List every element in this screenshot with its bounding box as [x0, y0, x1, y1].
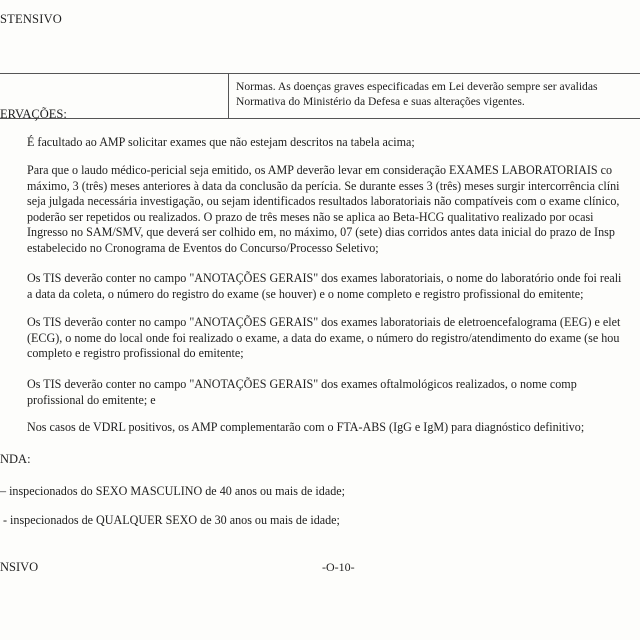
paragraph-line: Ingresso no SAM/SMV, que deverá ser colhido em, no máximo, 07 (sete) dias corridos antes data inicial do prazo de Insp	[27, 225, 615, 239]
table-column-divider	[228, 73, 229, 118]
table-cell-notes	[236, 79, 598, 109]
legenda-item-suffix: de 40 anos ou mais de idade;	[202, 484, 345, 498]
paragraph-line: É facultado ao AMP solicitar exames que não estejam descritos na tabela acima;	[27, 135, 415, 149]
observacao-paragraph-5	[27, 377, 577, 408]
legenda-item-emphasis: QUALQUER SEXO	[96, 513, 198, 527]
paragraph-line: poderão ser repetidos ou realizados. O prazo de três meses não se aplica ao Beta-HCG qualitativo realizado por ocasi	[27, 209, 594, 224]
table-cell-line: Normativa do Ministério da Defesa e suas alterações vigentes.	[236, 95, 525, 108]
observacao-paragraph-6	[27, 420, 584, 436]
paragraph-line: seja julgada necessária investigação, ou sejam identificados resultados laboratoriais não compatíveis com o exame clínico,	[27, 194, 620, 208]
observacao-paragraph-1	[27, 135, 415, 151]
paragraph-line: Os TIS deverão conter no campo "ANOTAÇÕES GERAIS" dos exames laboratoriais, o nome do laboratório onde foi reali	[27, 271, 622, 285]
paragraph-line: Os TIS deverão conter no campo "ANOTAÇÕES GERAIS" dos exames laboratoriais de eletroencefalograma (EEG) e elet	[27, 315, 621, 329]
paragraph-line: Os TIS deverão conter no campo "ANOTAÇÕES GERAIS" dos exames oftalmológicos realizados, o nome comp	[27, 377, 577, 391]
legenda-item-emphasis: SEXO MASCULINO	[95, 484, 203, 498]
paragraph-line: completo e registro profissional do emitente;	[27, 346, 244, 360]
observacao-paragraph-2	[27, 163, 619, 256]
table-cell-line: Normas. As doenças graves especificadas em Lei deverão sempre ser avalidas	[236, 80, 598, 93]
legenda-item-prefix: – inspecionados do	[0, 484, 96, 498]
page-number: -O-10-	[322, 560, 355, 574]
document-classification-header: STENSIVO	[0, 12, 63, 26]
paragraph-line: Nos casos de VDRL positivos, os AMP complementarão com o FTA-ABS (IgG e IgM) para diagnóstico definitivo;	[27, 420, 585, 434]
paragraph-line: máximo, 3 (três) meses anteriores à data da conclusão da perícia. Se durante esses 3 (três) meses surgir intercorrência clíni	[27, 178, 620, 193]
paragraph-line: a data da coleta, o número do registro do exame (se houver) e o nome completo e registro profissional do emitente;	[27, 286, 584, 301]
paragraph-line: Para que o laudo médico-pericial seja emitido, os AMP deverão levar em consideração EXAMES LABORATORIAIS co	[27, 163, 613, 177]
legenda-item-suffix: de 30 anos ou mais de idade;	[197, 513, 340, 527]
paragraph-line: (ECG), o nome do local onde foi realizado o exame, a data do exame, o número do registro/atendimento do exame (se hou	[27, 330, 620, 345]
legenda-item-prefix: - inspecionados de	[3, 513, 97, 527]
document-classification-footer: NSIVO	[0, 560, 39, 574]
observacoes-title: ERVAÇÕES:	[0, 107, 67, 121]
legenda-item-2	[3, 513, 340, 528]
legenda-title: NDA:	[0, 452, 31, 466]
observacao-paragraph-3	[27, 271, 621, 302]
paragraph-line: profissional do emitente; e	[27, 392, 156, 407]
paragraph-line: estabelecido no Cronograma de Eventos do Concurso/Processo Seletivo;	[27, 240, 379, 255]
legenda-item-1	[0, 484, 345, 499]
observacao-paragraph-4	[27, 315, 620, 362]
